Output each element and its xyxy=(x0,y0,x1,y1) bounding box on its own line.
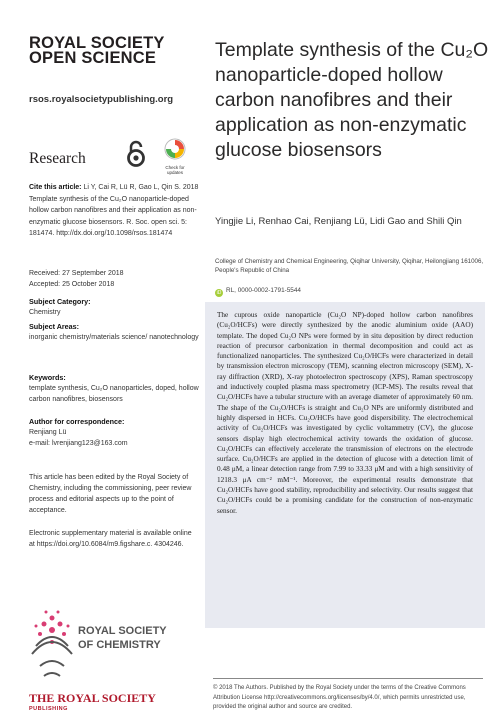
open-access-icon xyxy=(125,140,147,168)
correspondence: Author for correspondence: Renjiang Lü e-mail: lvrenjiang123@163.com xyxy=(29,416,199,449)
check-updates-label: Check for updates xyxy=(165,165,185,175)
journal-line1: ROYAL SOCIETY xyxy=(29,34,165,52)
trs-line2: PUBLISHING xyxy=(29,706,68,712)
accepted-date: Accepted: 25 October 2018 xyxy=(29,281,115,288)
subject-areas: Subject Areas: inorganic chemistry/materials science/ nanotechnology xyxy=(29,322,199,341)
orcid-id: RL, 0000-0002-1791-5544 xyxy=(226,287,301,294)
check-updates-icon xyxy=(160,138,190,160)
orcid-icon: iD xyxy=(216,290,222,296)
article-title: Template synthesis of the Cu₂O nanoparticle-doped hollow carbon nanofibres and their application as non-enzymatic glucose biosensors xyxy=(215,39,489,161)
esm-note: Electronic supplementary material is available online at https://doi.org/10.6084/m9.figshare.c. 4304246. xyxy=(29,530,192,548)
rsc-line2: OF CHEMISTRY xyxy=(78,639,161,651)
trs-line1: THE ROYAL SOCIETY xyxy=(29,691,156,705)
section-label: Research xyxy=(29,150,86,167)
rsc-logo xyxy=(30,600,180,680)
journal-line2: OPEN SCIENCE xyxy=(29,49,157,67)
license-note: © 2018 The Authors. Published by the Royal Society under the terms of the Creative Commons Attribution License http://creativecommons.org/licenses/by/4.0/, which permits unrestricted use, provided the original author and source are credited. xyxy=(213,678,483,713)
check-for-updates-badge[interactable] xyxy=(160,138,190,175)
abstract-box xyxy=(205,302,485,628)
correspondence-email[interactable]: e-mail: lvrenjiang123@163.com xyxy=(29,440,128,447)
dates-block xyxy=(29,268,199,290)
keywords: Keywords: template synthesis, Cu₂O nanoparticles, doped, hollow carbon nanofibres, biosensors xyxy=(29,373,199,403)
journal-name xyxy=(29,36,199,66)
citation-label: Cite this article: xyxy=(29,184,82,191)
citation-block xyxy=(29,182,199,240)
rsc-line1: ROYAL SOCIETY xyxy=(78,625,167,637)
authors: Yingjie Li, Renhao Cai, Renjiang Lü, Lidi Gao and Shili Qin xyxy=(215,216,462,227)
royal-society-logo xyxy=(29,693,156,715)
affiliation: College of Chemistry and Chemical Engineering, Qiqihar University, Qiqihar, Heilongjiang 161006, People's Republic of China xyxy=(215,258,484,274)
abstract-text: The cuprous oxide nanoparticle (Cu₂O NP)-doped hollow carbon nanofibres (Cu₂O/HCFs) were directly synthesized by the anodic aluminium oxide (AAO) template. The doped Cu₂O NPs were formed by in situ deposition by direct reduction reaction of precursor carbonization in thermal decomposition and could act as functionalized nanoparticles. The synthesized Cu₂O/HCFs were characterized in detail by transmission electron microscopy (TEM), scanning electron microscopy (SEM), X-ray diffraction (XRD), X-ray photoelectron spectroscopy (XPS), Raman spectroscopy and inductively coupled plasma mass spectrometry (ICP-MS). The results reveal that Cu₂O/HCFs have a tubular structure with an average diameter of approximately 60 nm. The shape of the Cu₂O/HCFs is straight and Cu₂O NPs are uniformly distributed and highly dispersed in HCFs. Cu₂O/HCFs have good dispersibility. The electrochemical activity of Cu₂O/HCFs was investigated by cyclic voltammetry (CV), the glucose sensors display high electrochemical activity towards the oxidation of glucose. Cu₂O/HCFs can effectively accelerate the transmission of electrons on the electrode surface. Cu₂O/HCFs are applied in the detection of glucose with a detection limit of 0.48 μM, a linear detection range from 7.99 to 33.33 μM and with a high sensitivity of 1218.3 μA cm⁻² mM⁻¹. Moreover, the experimental results demonstrate that Cu₂O/HCFs have good stability, reproducibility and selectivity. Our results suggest that Cu₂O/HCFs could be a promising candidate for the construction of non-enzymatic sensor. xyxy=(217,311,473,515)
edited-note: This article has been edited by the Royal Society of Chemistry, including the commissioning, peer review process and editorial aspects up to the point of acceptance. xyxy=(29,474,192,514)
orcid-line[interactable] xyxy=(215,287,301,297)
subject-category: Subject Category: Chemistry xyxy=(29,297,91,316)
received-date: Received: 27 September 2018 xyxy=(29,270,124,277)
journal-site-link[interactable]: rsos.royalsocietypublishing.org xyxy=(29,94,174,105)
citation-text: Li Y, Cai R, Lü R, Gao L, Qin S. 2018 Template synthesis of the Cu₂O nanoparticle-doped hollow carbon nanofibres and their application as non-enzymatic glucose biosensors. R. Soc. open sci. 5: 181474. http://dx.doi.org/10.1098/rsos.181474 xyxy=(29,184,199,237)
correspondence-name: Renjiang Lü xyxy=(29,429,67,436)
